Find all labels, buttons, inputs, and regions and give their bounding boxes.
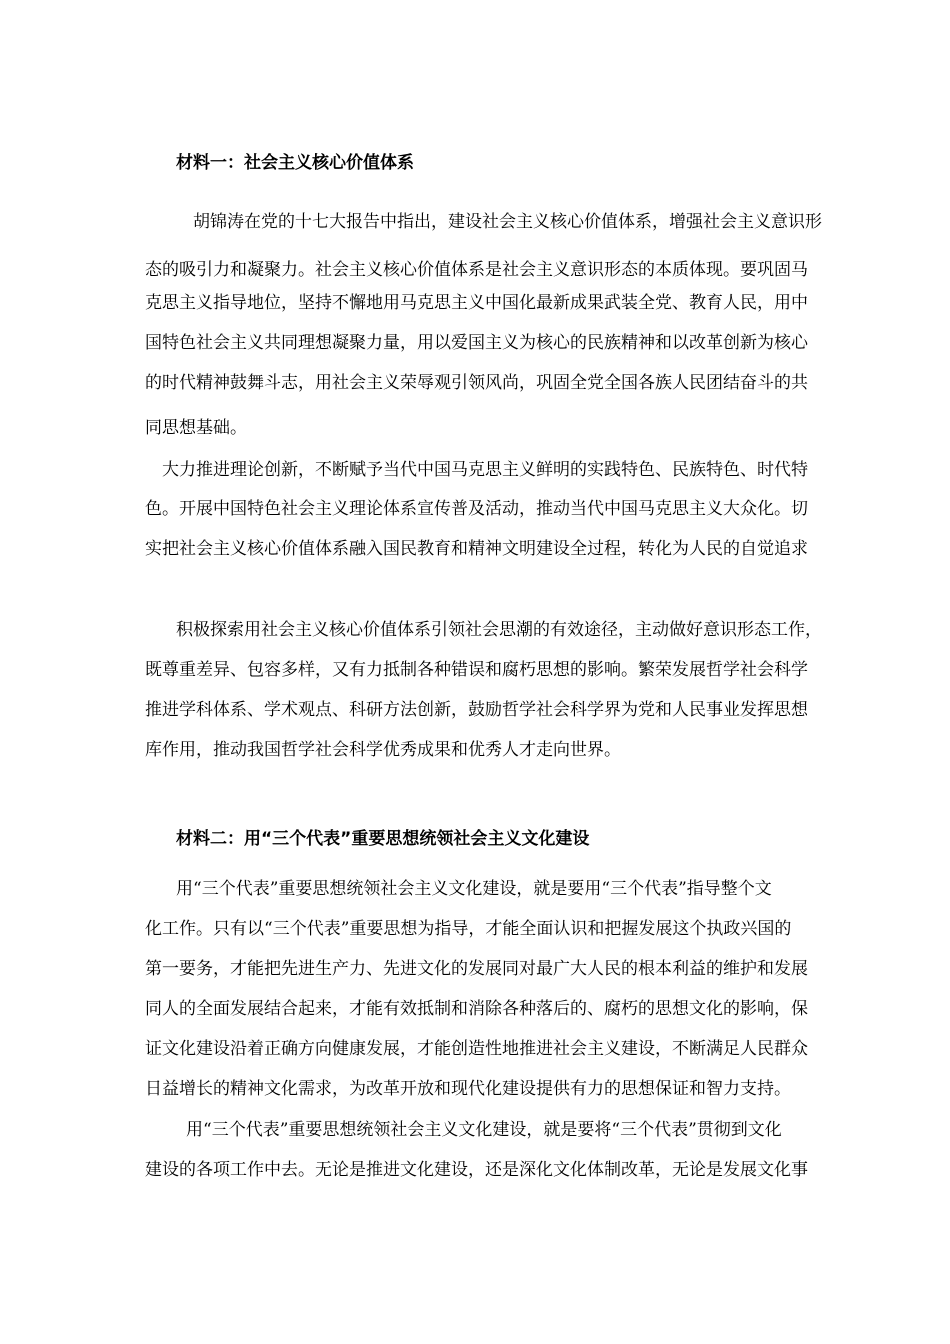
paragraph-line: 证文化建设沿着正确方向健康发展，才能创造性地推进社会主义建设，不断满足人民群众 (145, 1039, 808, 1059)
paragraph-line: 同思想基础。 (145, 418, 247, 438)
paragraph-line: 既尊重差异、包容多样，又有力抵制各种错误和腐朽思想的影响。繁荣发展哲学社会科学 (145, 660, 808, 680)
paragraph-line: 化工作。只有以“三个代表”重要思想为指导，才能全面认识和把握发展这个执政兴国的 (145, 919, 792, 939)
paragraph-line: 用“三个代表”重要思想统领社会主义文化建设，就是要将“三个代表”贯彻到文化 (186, 1120, 782, 1140)
paragraph-line: 克思主义指导地位，坚持不懈地用马克思主义中国化最新成果武装全党、教育人民，用中 (145, 293, 808, 313)
paragraph-line: 建设的各项工作中去。无论是推进文化建设，还是深化文化体制改革，无论是发展文化事 (145, 1160, 808, 1180)
paragraph-line: 实把社会主义核心价值体系融入国民教育和精神文明建设全过程，转化为人民的自觉追求 (145, 539, 808, 559)
paragraph-line: 推进学科体系、学术观点、科研方法创新，鼓励哲学社会科学界为党和人民事业发挥思想 (145, 700, 808, 720)
paragraph-line: 态的吸引力和凝聚力。社会主义核心价值体系是社会主义意识形态的本质体现。要巩固马 (145, 260, 808, 280)
paragraph-line: 用“三个代表”重要思想统领社会主义文化建设，就是要用“三个代表”指导整个文 (176, 879, 772, 899)
paragraph-line: 积极探索用社会主义核心价值体系引领社会思潮的有效途径，主动做好意识形态工作， (176, 620, 822, 640)
paragraph-line: 国特色社会主义共同理想凝聚力量，用以爱国主义为核心的民族精神和以改革创新为核心 (145, 333, 808, 353)
section-heading-material-one: 材料一：社会主义核心价值体系 (176, 153, 414, 173)
paragraph-line: 第一要务，才能把先进生产力、先进文化的发展同对最广大人民的根本利益的维护和发展 (145, 959, 808, 979)
paragraph-line: 库作用，推动我国哲学社会科学优秀成果和优秀人才走向世界。 (145, 740, 621, 760)
section-heading-material-two: 材料二：用“三个代表”重要思想统领社会主义文化建设 (176, 829, 590, 849)
paragraph-line: 的时代精神鼓舞斗志，用社会主义荣辱观引领风尚，巩固全党全国各族人民团结奋斗的共 (145, 373, 808, 393)
paragraph-line: 胡锦涛在党的十七大报告中指出，建设社会主义核心价值体系，增强社会主义意识形 (176, 212, 822, 232)
paragraph-line: 色。开展中国特色社会主义理论体系宣传普及活动，推动当代中国马克思主义大众化。切 (145, 499, 808, 519)
paragraph-line: 大力推进理论创新，不断赋予当代中国马克思主义鲜明的实践特色、民族特色、时代特 (162, 460, 808, 480)
paragraph-line: 同人的全面发展结合起来，才能有效抵制和消除各种落后的、腐朽的思想文化的影响，保 (145, 999, 808, 1019)
paragraph-line: 日益增长的精神文化需求，为改革开放和现代化建设提供有力的思想保证和智力支持。 (145, 1079, 791, 1099)
